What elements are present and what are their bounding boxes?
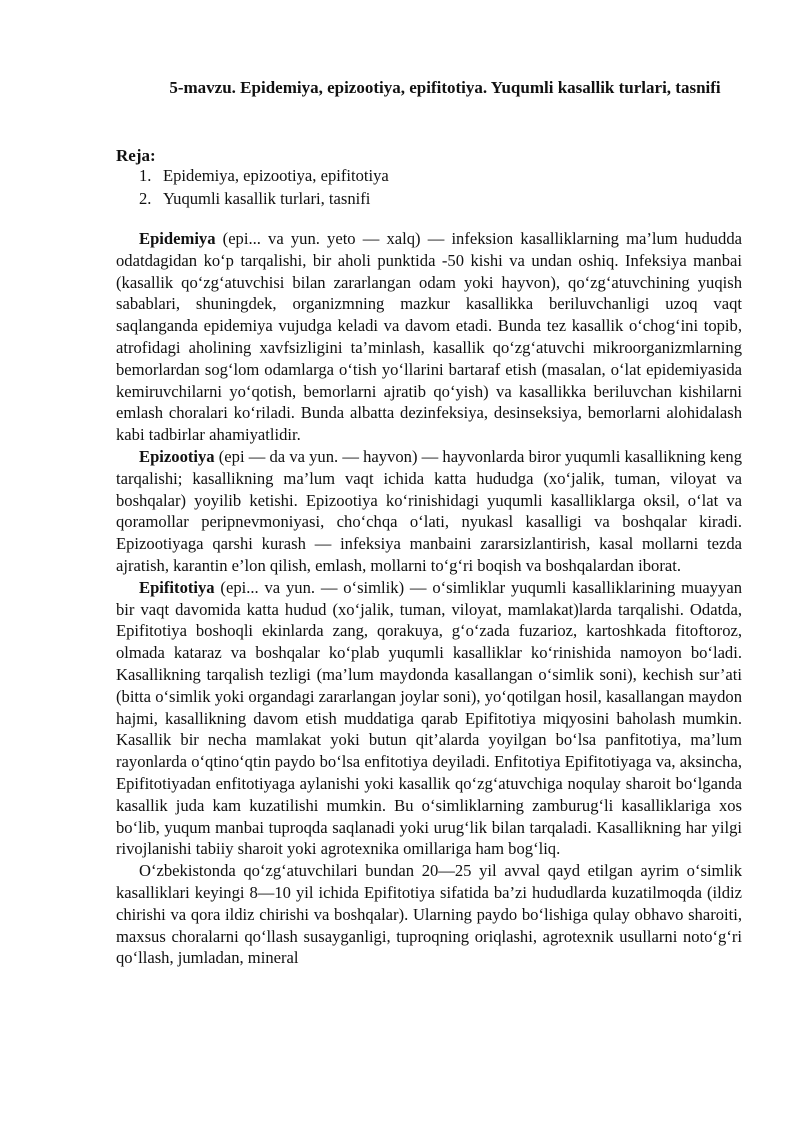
term-epizootiya: Epizootiya: [139, 446, 215, 466]
paragraph-uzbekistan: [116, 860, 742, 969]
paragraph-text: (epi — da va yun. — hayvon) — hayvonlarda biror yuqumli kasallikning keng tarqalishi; kasallikning ma’lum vaqt ichida katta hududga (xo‘jalik, tuman, viloyat va boshqalar) yoyilib ketishi. Epizootiya ko‘rinishidagi yuqumli kasalliklarga oksil, o‘lat va qoramollar peripnevmoniyasi, cho‘chqa o‘lati, nyukasl kasalligi va boshqalar kiradi. Epizootiyaga qarshi kurash — infeksiya manbaini zararsizlantirish, kasal mollarni tezda ajratish, karantin e’lon qilish, emlash, mollarni to‘g‘ri boqish va boshqalardan iborat.: [116, 446, 742, 575]
paragraph-text: (epi... va yun. — o‘simlik) — o‘simliklar yuqumli kasalliklarining muayyan bir vaqt davomida katta hudud (xo‘jalik, tuman, viloyat, mamlakat)larda tarqalishi. Odatda, Epifitotiya boshoqli ekinlarda zang, qorakuya, g‘o‘zada fuzarioz, kartoshkada fitoftoroz, olmada kataraz va boshqalar ko‘plab yuqumli kasalliklar ko‘rinishida namoyon bo‘ladi. Kasallikning tarqalish tezligi (ma’lum maydonda kasallangan o‘simlik soni), kechish sur’ati (bitta o‘simlik yoki organdagi zararlangan joylar soni), yo‘qotilgan hosil, kasallangan maydon hajmi, kasallikning davom etish muddatiga qarab Epifitotiya miqyosini baholash mumkin. Kasallik bir necha mamlakat yoki butun qit’alarda yoyilgan bo‘lsa panfitotiya, ma’lum rayonlarda o‘qtino‘qtin paydo bo‘lsa enfitotiya deyiladi. Enfitotiya Epifitotiyaga va, aksincha, Epifitotiyadan enfitotiyaga aylanishi yoki kasallik qo‘zg‘atuvchiga noqulay sharoit bo‘lganda kasallik juda kam kuzatilishi mumkin. Bu o‘simliklarning zamburug‘li kasalliklariga xos bo‘lib, yuqum manbai tuproqda saqlanadi yoki urug‘lik bilan tarqaladi. Kasallikning har yilgi rivojlanishi tabiiy sharoit yoki agrotexnika omillariga ham bog‘liq.: [116, 577, 742, 859]
paragraph-text: O‘zbekistonda qo‘zg‘atuvchilari bundan 20—25 yil avval qayd etilgan ayrim o‘simlik kasalliklari keyingi 8—10 yil ichida Epifitotiya sifatida ba’zi hududlarda kuzatilmoqda (ildiz chirishi va qora ildiz chirishi va boshqalar). Ularning paydo bo‘lishiga qulay obhavo sharoiti, maxsus choralarni qo‘llash susayganligi, tuproqning oriqlashi, agrotexnik usullarni noto‘g‘ri qo‘llash, jumladan, mineral: [116, 861, 742, 968]
document-body: [116, 228, 742, 969]
term-epidemiya: Epidemiya: [139, 229, 216, 248]
paragraph-epifitotiya: [116, 577, 742, 860]
page-title: 5-mavzu. Epidemiya, epizootiya, epifitotiya. Yuqumli kasallik turlari, tasnifi: [169, 78, 721, 97]
paragraph-epizootiya: [116, 446, 742, 577]
plan-heading: Reja:: [116, 146, 156, 165]
paragraph-epidemiya: [116, 228, 742, 446]
plan-item-number: 2.: [139, 189, 152, 208]
paragraph-text: (epi... va yun. yeto — xalq) — infeksion kasalliklarning ma’lum hududda odatdagidan ko‘p tarqalishi, bir aholi punktida -50 kishi va undan oshiq. Infeksiya manbai (kasallik qo‘zg‘atuvchisi bilan zararlangan odam yoki hayvon), qo‘zg‘atuvchining yuqish sabablari, shuningdek, organizmning mazkur kasallikka beriluvchanligi uzoq vaqt saqlanganda epidemiya vujudga keladi va davom etadi. Bunda tez kasallik o‘chog‘ini topib, atrofidagi aholining xavfsizligini ta’minlash, kasallik qo‘zg‘atuvchi mikroorganizmlarning bemorlardan sog‘lom odamlarga o‘tish yo‘llarini bartaraf etish (masalan, o‘lat epidemiyasida kemiruvchilarni yo‘qotish, bemorlarni ajratib qo‘yish) va kasallikka beriluvchan kishilarni emlash choralari ko‘riladi. Bunda albatta dezinfeksiya, desinseksiya, bemorlarni alohidalash kabi tadbirlar ahamiyatlidir.: [116, 229, 742, 445]
plan-item-text: Epidemiya, epizootiya, epifitotiya: [163, 166, 389, 185]
plan-item: [139, 164, 389, 187]
plan-item-number: 1.: [139, 166, 152, 185]
term-epifitotiya: Epifitotiya: [139, 577, 215, 597]
plan-item: [139, 187, 389, 210]
plan-item-text: Yuqumli kasallik turlari, tasnifi: [163, 189, 371, 208]
plan-list: [139, 164, 389, 210]
